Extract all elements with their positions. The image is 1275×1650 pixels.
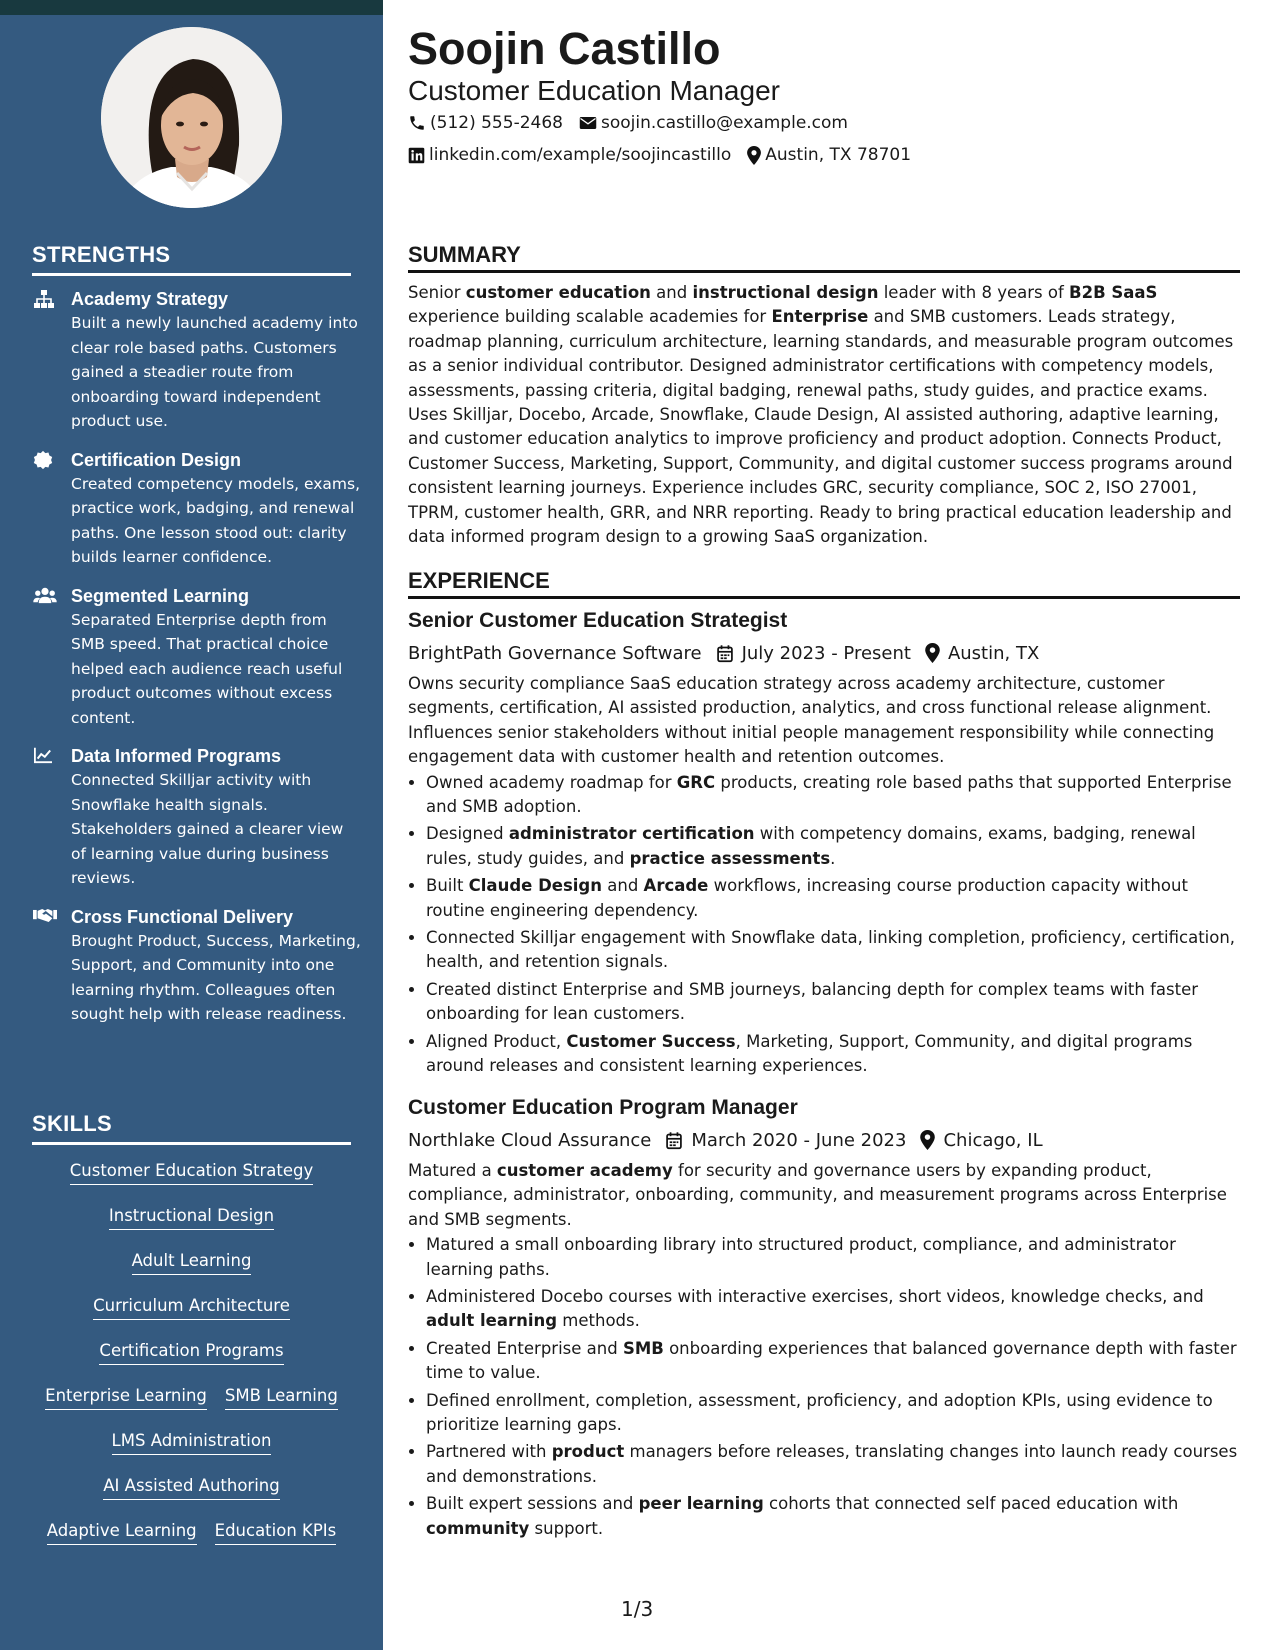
job-entry [408, 1095, 1240, 1544]
skill-tag: Certification Programs [99, 1340, 283, 1365]
phone-text: (512) 555-2468 [430, 113, 563, 133]
contact-row [408, 113, 864, 133]
job-description: Matured a customer academy for security and governance users by expanding product, compliance, administrator, onboarding, community, and measurement programs across Enterprise and SMB segments. [408, 1161, 1227, 1229]
skill-row [32, 1295, 351, 1340]
email-text: soojin.castillo@example.com [600, 113, 848, 133]
job-description: Owns security compliance SaaS education strategy across academy architecture, customer segments, certification, AI assisted production, analytics, and cross functional release alignment. Influences senior stakeholders without initial people management responsibility while connecting engagement data with customer health and retention outcomes. [408, 674, 1215, 767]
job-title: Customer Education Program Manager [408, 1096, 798, 1119]
strength-description: Created competency models, exams, practice work, badging, and renewal paths. One lesson stood out: clarity builds learner confidence. [71, 474, 361, 566]
linkedin-text: linkedin.com/example/soojincastillo [429, 145, 732, 165]
strength-description: Built a newly launched academy into clear role based paths. Customers gained a steadier route from onboarding toward independent product use. [71, 314, 358, 430]
handshake-icon [33, 907, 55, 927]
map-marker-icon [747, 146, 761, 165]
skill-row [32, 1520, 351, 1565]
email-item[interactable] [579, 113, 848, 133]
job-entry [408, 608, 1240, 1082]
linkedin-icon [408, 147, 425, 164]
strength-item [32, 905, 362, 1027]
calendar-icon [716, 644, 734, 663]
bullet-item: • Built Claude Design and Arcade workflows, increasing course production capacity without routine engineering dependency. [426, 874, 1240, 923]
sidebar-top-strip [0, 0, 383, 15]
skill-row [32, 1205, 351, 1250]
bullet-item: • Defined enrollment, completion, assessment, proficiency, and adoption KPIs, using evidence to prioritize learning gaps. [426, 1389, 1240, 1438]
experience-heading: EXPERIENCE [408, 568, 1240, 599]
skill-tag: Enterprise Learning [45, 1385, 207, 1410]
bullet-item: • Owned academy roadmap for GRC products, creating role based paths that supported Enterprise and SMB adoption. [426, 771, 1240, 820]
candidate-title: Customer Education Manager [408, 75, 780, 106]
strength-item [32, 744, 362, 891]
skill-row [32, 1340, 351, 1385]
phone-item[interactable] [408, 113, 563, 133]
strength-item [32, 448, 362, 570]
strength-title: Segmented Learning [71, 585, 250, 606]
job-company: BrightPath Governance Software [408, 642, 702, 664]
bullet-item: • Created Enterprise and SMB onboarding experiences that balanced governance depth with faster time to value. [426, 1337, 1240, 1386]
users-icon [33, 586, 55, 606]
skill-tag: SMB Learning [225, 1385, 338, 1410]
job-dates: July 2023 - Present [741, 642, 911, 664]
chart-line-icon [33, 746, 55, 766]
job-title: Senior Customer Education Strategist [408, 609, 788, 632]
certificate-icon [33, 450, 55, 470]
summary-text: Senior customer education and instructional design leader with 8 years of B2B SaaS experience building scalable academies for Enterprise and SMB customers. Leads strategy, roadmap planning, curriculum architecture, learning standards, and measurable program outcomes as a senior individual contributor. Designed administrator certifications with competency models, assessments, passing criteria, digital badging, renewal paths, study guides, and practice exams. Uses Skilljar, Docebo, Arcade, Snowflake, Claude Design, AI assisted authoring, adaptive learning, and customer education analytics to improve proficiency and product adoption. Connects Product, Customer Success, Marketing, Support, Community, and digital customer success programs around consistent learning journeys. Experience includes GRC, security compliance, SOC 2, ISO 27001, TPRM, customer health, GRR, and NRR reporting. Ready to bring practical education leadership and data informed program design to a growing SaaS organization. [408, 283, 1234, 547]
job-company: Northlake Cloud Assurance [408, 1129, 652, 1151]
location-text: Austin, TX 78701 [765, 145, 912, 165]
strength-title: Certification Design [71, 449, 242, 470]
envelope-icon [579, 115, 597, 131]
skills-heading: SKILLS [32, 1111, 351, 1145]
job-bullets [408, 771, 1240, 1079]
strength-description: Brought Product, Success, Marketing, Support, and Community into one learning rhythm. Colleagues often sought help with release readiness. [71, 931, 361, 1023]
page-number: 1/3 [621, 1597, 654, 1621]
strength-title: Academy Strategy [71, 289, 229, 309]
bullet-item: • Built expert sessions and peer learning cohorts that connected self paced education with community support. [426, 1492, 1240, 1541]
map-marker-icon [920, 1130, 935, 1150]
bullet-item: • Connected Skilljar engagement with Snowflake data, linking completion, proficiency, certification, health, and retention signals. [426, 926, 1240, 975]
strength-item [32, 584, 362, 731]
job-dates: March 2020 - June 2023 [691, 1129, 907, 1151]
skill-tag: Adult Learning [132, 1250, 252, 1275]
bullet-item: • Designed administrator certification with competency domains, exams, badging, renewal rules, study guides, and practice assessments. [426, 822, 1240, 871]
skill-tag: Adaptive Learning [47, 1520, 197, 1545]
sidebar [0, 0, 383, 1650]
strength-item [32, 287, 362, 434]
phone-icon [408, 114, 426, 132]
map-marker-icon [925, 643, 940, 663]
skill-tag: Customer Education Strategy [70, 1160, 313, 1185]
candidate-name: Soojin Castillo [408, 23, 721, 74]
strength-title: Cross Functional Delivery [71, 906, 294, 927]
calendar-icon [665, 1131, 683, 1150]
job-location: Austin, TX [947, 642, 1040, 664]
bullet-item: • Aligned Product, Customer Success, Marketing, Support, Community, and digital programs around releases and consistent learning experiences. [426, 1030, 1240, 1079]
contact-row [408, 145, 927, 165]
linkedin-item[interactable] [408, 145, 731, 165]
skill-row [32, 1160, 351, 1205]
bullet-item: • Created distinct Enterprise and SMB journeys, balancing depth for complex teams with faster onboarding for lean customers. [426, 978, 1240, 1027]
strengths-heading: STRENGTHS [32, 242, 351, 276]
job-meta [408, 640, 1240, 666]
skill-row [32, 1250, 351, 1295]
skill-row [32, 1385, 351, 1430]
strengths-list [32, 287, 362, 1041]
bullet-item: • Partnered with product managers before releases, translating changes into launch ready courses and demonstrations. [426, 1440, 1240, 1489]
skill-row [32, 1475, 351, 1520]
summary-heading: SUMMARY [408, 242, 1240, 273]
job-location: Chicago, IL [943, 1129, 1043, 1151]
skill-row [32, 1430, 351, 1475]
skill-tag: Instructional Design [109, 1205, 274, 1230]
bullet-item: • Matured a small onboarding library into structured product, compliance, and administrator learning paths. [426, 1233, 1240, 1282]
location-item [747, 145, 911, 165]
job-meta [408, 1127, 1240, 1153]
skill-tag: Education KPIs [215, 1520, 337, 1545]
sitemap-icon [33, 289, 55, 309]
skill-tag: Curriculum Architecture [93, 1295, 290, 1320]
strength-description: Connected Skilljar activity with Snowflake health signals. Stakeholders gained a clearer view of learning value during business reviews. [71, 771, 344, 887]
skill-tag: LMS Administration [112, 1430, 272, 1455]
job-bullets [408, 1233, 1240, 1541]
skills-list [32, 1160, 351, 1565]
strength-title: Data Informed Programs [71, 746, 282, 766]
strength-description: Separated Enterprise depth from SMB speed. That practical choice helped each audience reach useful product outcomes without excess content. [71, 610, 343, 727]
bullet-item: • Administered Docebo courses with interactive exercises, short videos, knowledge checks, and adult learning methods. [426, 1285, 1240, 1334]
skill-tag: AI Assisted Authoring [103, 1475, 279, 1500]
profile-photo [101, 27, 282, 208]
